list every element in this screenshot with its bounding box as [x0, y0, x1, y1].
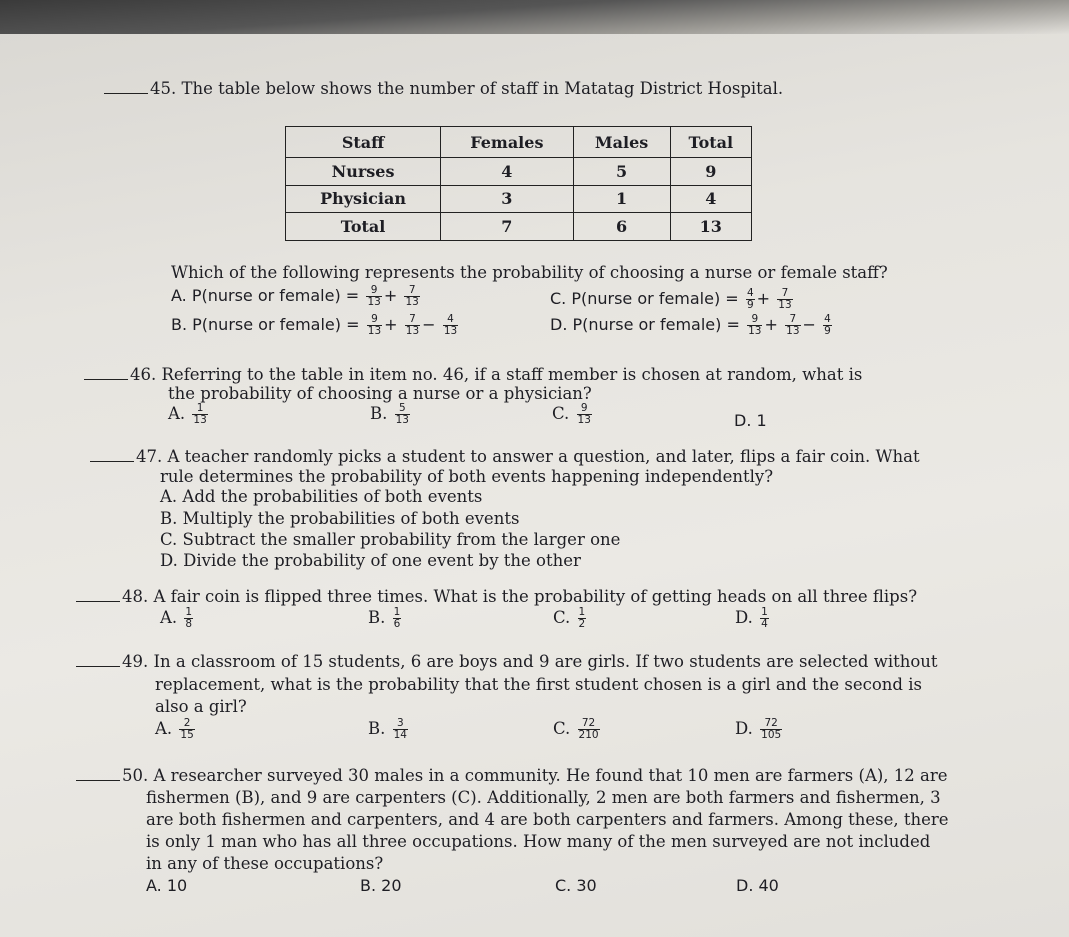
table-cell: Physician [286, 185, 441, 213]
question-stem-line: A researcher surveyed 30 males in a community. He found that 10 men are farmers (A), 12 are [153, 766, 948, 785]
fraction: $\frac{1}{8}$ [185, 606, 193, 630]
question-stem-line: replacement, what is the probability that the first student chosen is a girl and the second is [155, 675, 922, 694]
table-cell: 5 [573, 158, 670, 186]
table-cell: 7 [441, 213, 574, 241]
table-cell: 3 [441, 185, 574, 213]
question-45 [104, 78, 783, 100]
question-stem-line: Referring to the table in item no. 46, if a staff member is chosen at random, what is [161, 365, 863, 384]
fraction: $\frac{7}{13}$ [405, 313, 420, 337]
question-number: 50. [122, 766, 149, 785]
option-c: C. Subtract the smaller probability from the larger one [160, 530, 621, 549]
table-cell: Nurses [286, 158, 441, 186]
question-stem-line: A teacher randomly picks a student to answer a question, and later, flips a fair coin. What [167, 447, 920, 466]
question-stem-line: is only 1 man who has all three occupations. How many of the men surveyed are not included [146, 832, 931, 851]
table-cell: 13 [670, 213, 751, 241]
question-49 [76, 651, 938, 673]
option-b: B. $\frac{3}{14}$ [368, 717, 407, 741]
option-b: B. 20 [360, 876, 402, 895]
question-stem: The table below shows the number of staff in Matatag District Hospital. [181, 79, 784, 98]
question-stem: A fair coin is flipped three times. What is the probability of getting heads on all three flips? [153, 587, 918, 606]
question-stem-line: the probability of choosing a nurse or a physician? [168, 384, 592, 403]
table-header: Staff [286, 127, 441, 158]
fraction: $\frac{9}{13}$ [367, 284, 381, 308]
option-d: D. 1 [734, 411, 767, 430]
option-c: C. $\frac{1}{2}$ [553, 606, 586, 630]
question-number: 45. [150, 79, 177, 98]
option-c: C. $\frac{9}{13}$ [552, 402, 591, 426]
option-d: D. 40 [736, 876, 779, 895]
fraction: $\frac{1}{2}$ [578, 606, 586, 630]
answer-blank[interactable] [76, 766, 120, 781]
fraction: $\frac{4}{13}$ [443, 313, 458, 337]
fraction: $\frac{1}{6}$ [393, 606, 401, 630]
option-a: A. $\frac{1}{8}$ [160, 606, 193, 630]
fraction: $\frac{1}{13}$ [193, 402, 207, 426]
option-b: B. P(nurse or female) = $\frac{9}{13}$ + $\frac{7}{13}$ − $\frac{4}{13}$ [171, 313, 458, 337]
answer-blank[interactable] [76, 652, 120, 667]
question-number: 46. [130, 365, 157, 384]
question-stem-line: in any of these occupations? [146, 854, 384, 873]
question-47 [90, 446, 920, 468]
question-stem-line: also a girl? [155, 697, 247, 716]
option-d: D. $\frac{72}{105}$ [735, 717, 782, 741]
question-number: 49. [122, 652, 149, 671]
question-number: 48. [122, 587, 149, 606]
option-d: D. $\frac{1}{4}$ [735, 606, 768, 630]
fraction: $\frac{9}{13}$ [577, 402, 591, 426]
question-number: 47. [136, 447, 163, 466]
answer-blank[interactable] [104, 79, 148, 94]
table-cell: 4 [670, 185, 751, 213]
table-cell: 4 [441, 158, 574, 186]
fraction: $\frac{7}{13}$ [405, 284, 419, 308]
option-d: D. P(nurse or female) = $\frac{9}{13}$ + $\frac{7}{13}$ − $\frac{4}{9}$ [550, 313, 831, 337]
table-header-row [286, 127, 752, 158]
fraction: $\frac{5}{13}$ [395, 402, 409, 426]
fraction: $\frac{72}{105}$ [761, 717, 782, 741]
option-a: A. P(nurse or female) = $\frac{9}{13}$ + $\frac{7}{13}$ [171, 284, 419, 308]
fraction: $\frac{7}{13}$ [778, 287, 792, 311]
question-50 [76, 765, 948, 787]
question-stem-line: In a classroom of 15 students, 6 are boys and 9 are girls. If two students are selected without [153, 652, 938, 671]
table-cell: 9 [670, 158, 751, 186]
option-c: C. $\frac{72}{210}$ [553, 717, 599, 741]
option-c: C. P(nurse or female) = $\frac{4}{9}$ + $\frac{7}{13}$ [550, 287, 792, 311]
fraction: $\frac{2}{15}$ [180, 717, 194, 741]
option-d: D. Divide the probability of one event by the other [160, 551, 581, 570]
table-cell: 1 [573, 185, 670, 213]
option-a: A. $\frac{2}{15}$ [155, 717, 194, 741]
fraction: $\frac{72}{210}$ [578, 717, 599, 741]
question-stem-line: fishermen (B), and 9 are carpenters (C). Additionally, 2 men are both farmers and fishermen, 3 [146, 788, 941, 807]
fraction: $\frac{4}{9}$ [746, 287, 754, 311]
answer-blank[interactable] [84, 365, 128, 380]
question-stem-line: rule determines the probability of both events happening independently? [160, 467, 774, 486]
option-b: B. $\frac{5}{13}$ [370, 402, 409, 426]
option-c: C. 30 [555, 876, 597, 895]
table-header: Total [670, 127, 751, 158]
table-cell: 6 [573, 213, 670, 241]
table-cell: Total [286, 213, 441, 241]
option-b: B. $\frac{1}{6}$ [368, 606, 401, 630]
question-stem-line: are both fishermen and carpenters, and 4 are both carpenters and farmers. Among these, there [146, 810, 949, 829]
option-a: A. 10 [146, 876, 188, 895]
table-row [286, 185, 752, 213]
question-48 [76, 586, 917, 608]
fraction: $\frac{9}{13}$ [748, 313, 762, 337]
option-a: A. $\frac{1}{13}$ [168, 402, 207, 426]
table-header: Males [573, 127, 670, 158]
option-a: A. Add the probabilities of both events [160, 487, 483, 506]
table-row [286, 213, 752, 241]
answer-blank[interactable] [76, 587, 120, 602]
staff-table [285, 126, 752, 241]
table-row [286, 158, 752, 186]
question-45-prompt: Which of the following represents the probability of choosing a nurse or female staff? [171, 263, 888, 282]
option-b: B. Multiply the probabilities of both events [160, 509, 520, 528]
table-header: Females [441, 127, 574, 158]
answer-blank[interactable] [90, 447, 134, 462]
fraction: $\frac{3}{14}$ [393, 717, 407, 741]
fraction: $\frac{9}{13}$ [367, 313, 382, 337]
fraction: $\frac{4}{9}$ [824, 313, 831, 337]
fraction: $\frac{7}{13}$ [786, 313, 800, 337]
photo-background-edge [0, 0, 1069, 34]
fraction: $\frac{1}{4}$ [761, 606, 768, 630]
